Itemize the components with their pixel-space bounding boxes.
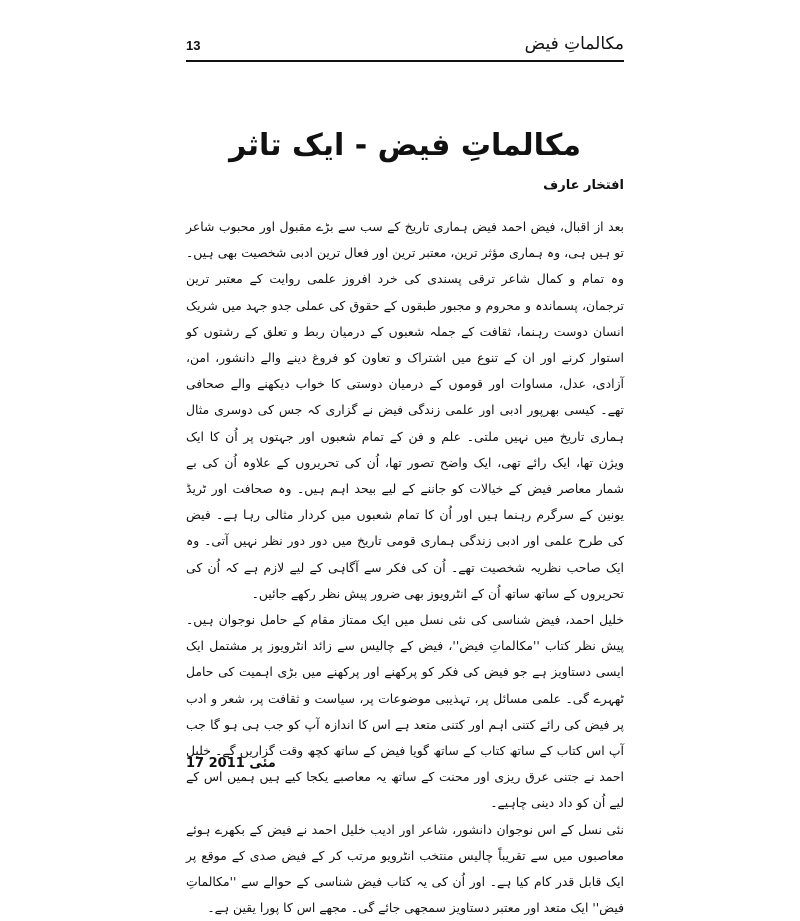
running-header-title: مکالماتِ فیض (524, 34, 624, 54)
article-author: افتخار عارف (543, 178, 624, 193)
article-body (186, 214, 624, 921)
article-title: مکالماتِ فیض - ایک تاثر (229, 128, 581, 163)
paragraph: خلیل احمد، فیض شناسی کی نئی نسل میں ایک ممتاز مقام کے حامل نوجوان ہیں۔ پیش نظر کتاب ''مکالماتِ فیض''، فیض کے چالیس سے زائد انٹرویوز پر مشتمل ایک ایسی دستاویز ہے جو فیض کی فکر کو پرکھنے اور پرکھنے میں بڑی اہمیت کی حامل ٹھہرے گی۔ علمی مسائل پر، تہذیبی موضوعات پر، سیاست و ثقافت پر، شعر و ادب پر فیض کی رائے کتنی اہم اور کتنی متعد ہے اس کا اندازہ آپ کو جب ہی ہو گا جب آپ اس کتاب کے ساتھ کتاب کے ساتھ گویا فیض کے ساتھ کچھ وقت گزاریں گے۔ خلیل احمد نے جتنی عرق ریزی اور محنت کے ساتھ یہ معاصبے یکجا کیے ہیں ہمیں اس کے لیے اُن کو داد دینی چاہیے۔ (186, 612, 624, 811)
paragraph: بعد از اقبال، فیض احمد فیض ہماری تاریخ کے سب سے بڑے مقبول اور محبوب شاعر تو ہیں ہی، وہ ہماری مؤثر ترین، معتبر ترین اور فعال ترین ادبی شخصیت بھی ہیں۔ وہ تمام و کمال شاعر ترقی پسندی کی خرد افروز علمی روایت کے معتبر ترین ترجمان، پسماندہ و محروم و مجبور طبقوں کے حقوق کی عملی جدو جہد میں شریک انسان دوست رہنما، ثقافت کے جملہ شعبوں کے درمیان ربط و تعلق کے رشتوں کو استوار کرنے اور ان کے تنوع میں اشتراک و تعاون کو فروغ دینے والے دانشور، امن، آزادی، عدل، مساوات اور قوموں کے درمیان دوستی کا خواب دیکھنے والے صحافی تھے۔ کیسی بھرپور ادبی اور علمی زندگی فیض نے گزاری کہ جس کی دوسری مثال ہماری تاریخ میں نہیں ملتی۔ علم و فن کے تمام شعبوں اور جہتوں پر اُن کا ایک ویژن تھا، ایک رائے تھی، ایک واضح تصور تھا، اُن کی تحریروں کے علاوہ اُن کی بے شمار معاصر فیض کے خیالات کو جاننے کے لیے بیحد اہم ہیں۔ وہ صحافت اور ٹریڈ یونین کے سرگرم رہنما ہیں اور اُن کا تمام شعبوں میں کردار مثالی رہا ہے۔ فیض کی طرح علمی اور ادبی زندگی ہماری قومی تاریخ میں دور دور نظر نہیں آتی۔ وہ ایک صاحب نظریہ شخصیت تھے۔ اُن کی فکر سے آگاہی کے لیے لازم ہے کہ اُن کی تحریروں کے ساتھ ساتھ اُن کے انٹرویوز بھی ضرور پیش نظر رکھے جائیں۔ (186, 219, 624, 601)
page-number: 13 (186, 38, 201, 53)
paragraph: نئی نسل کے اس نوجوان دانشور، شاعر اور ادیب خلیل احمد نے فیض کے بکھرے ہوئے معاصبوں میں سے تقریباً چالیس منتخب انٹرویو مرتب کر کے فیض صدی کے موقع پر ایک قابل قدر کام کیا ہے۔ اور اُن کی یہ کتاب فیض شناسی کے حوالے سے ''مکالماتِ فیض'' ایک متعد اور معتبر دستاویز سمجھی جائے گی۔ مجھے اس کا پورا یقین ہے۔ (186, 821, 624, 916)
header-rule (186, 60, 624, 62)
article-date: 17 مئی 2011 (186, 756, 276, 771)
